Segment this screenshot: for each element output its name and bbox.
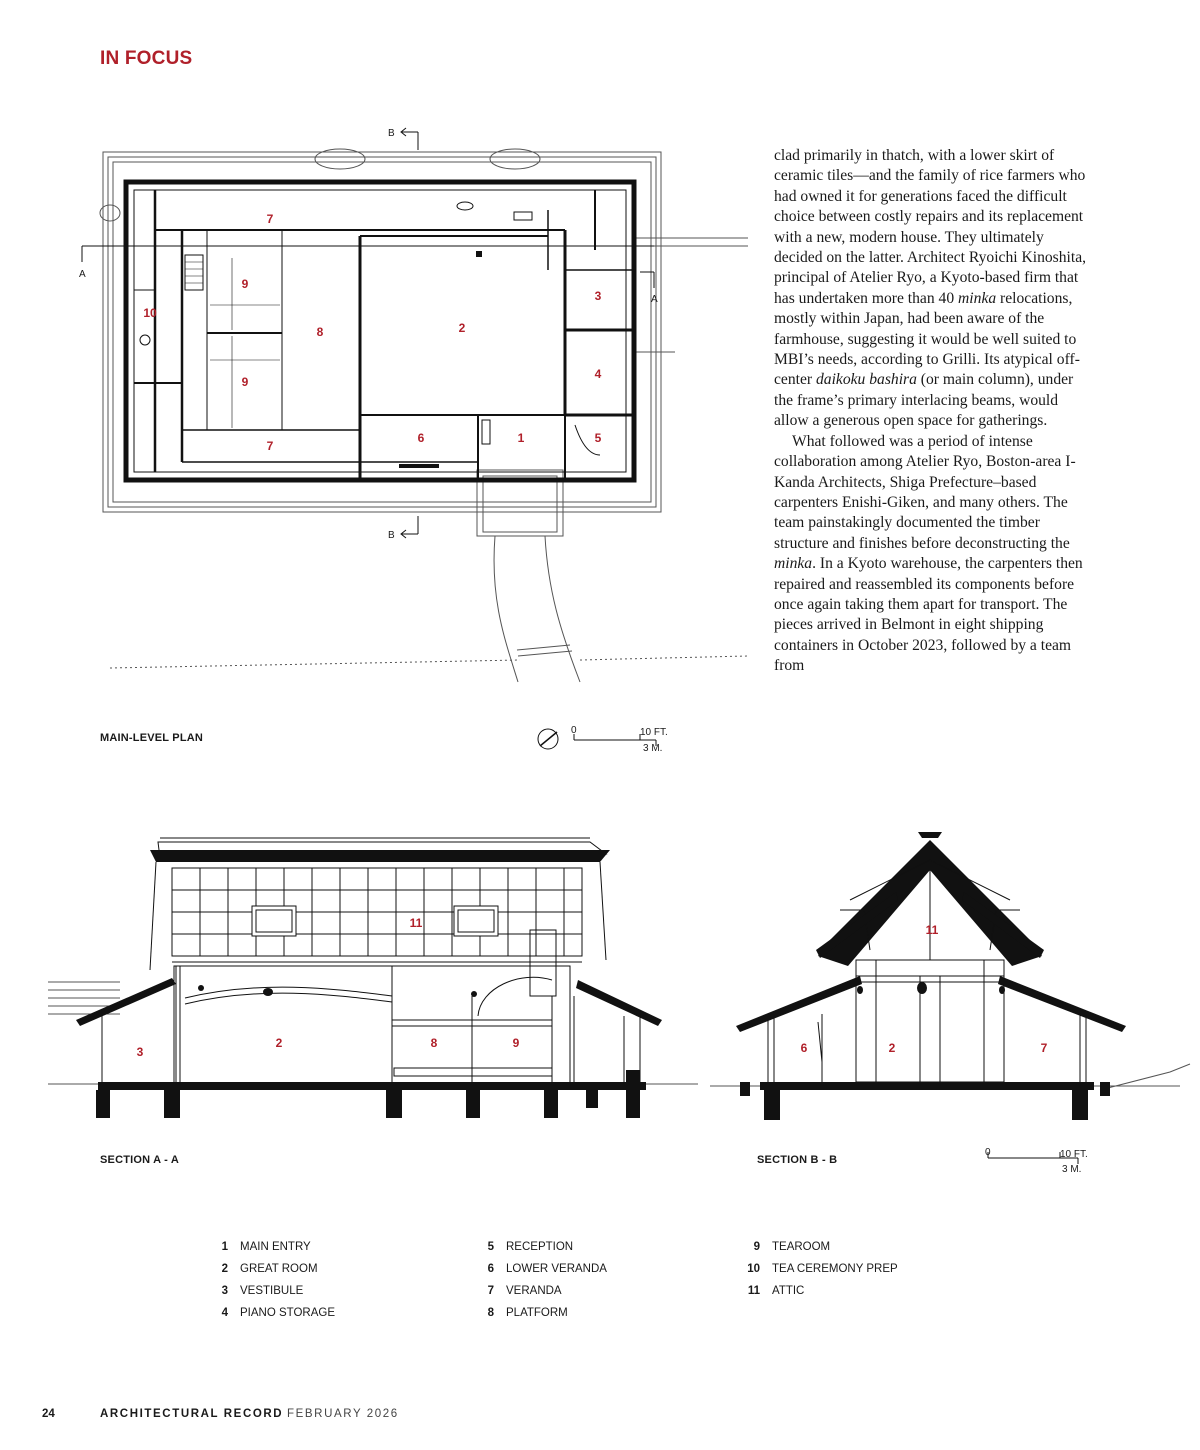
plan-room-label: 10	[143, 306, 157, 320]
section-scale-meters: 3 M.	[1062, 1164, 1082, 1175]
article-paragraph-2: What followed was a period of intense collaboration among Atelier Ryo, Boston-area I-Kanda Architects, Shiga Prefecture–based carpenters Enishi-Giken, and many others. The team painstakingly documented the timber structure and finishes before deconstructing the minka. In a Kyoto warehouse, the carpenters then repaired and reassembled its components before once again taking them apart for transport. The pieces arrived in Belmont in eight shipping containers in October 2023, followed by a team from	[774, 432, 1083, 675]
legend-item	[208, 1302, 335, 1324]
article-body	[774, 146, 1092, 677]
plan-caption: MAIN-LEVEL PLAN	[100, 732, 204, 744]
section-scale-zero: 0	[985, 1147, 991, 1158]
legend-item	[474, 1236, 607, 1258]
legend-label: RECEPTION	[506, 1241, 574, 1253]
section-b-b	[700, 800, 1200, 1160]
main-level-plan	[0, 0, 760, 760]
legend-item	[208, 1280, 335, 1302]
legend-number: 6	[487, 1263, 494, 1275]
legend-number: 2	[221, 1263, 228, 1275]
section-bb-room-label: 2	[888, 1041, 896, 1055]
plan-scale-zero: 0	[571, 725, 577, 736]
legend-item	[474, 1258, 607, 1280]
north-arrow-icon	[538, 729, 558, 749]
legend-label: ATTIC	[772, 1285, 805, 1297]
plan-room-label: 9	[241, 277, 249, 291]
plan-room-label: 2	[458, 321, 466, 335]
section-bb-room-label: 11	[925, 923, 939, 937]
legend-label: TEAROOM	[772, 1241, 831, 1253]
section-aa-room-label: 3	[136, 1045, 144, 1059]
section-aa-room-label: 8	[430, 1036, 438, 1050]
article-paragraph-1: clad primarily in thatch, with a lower skirt of ceramic tiles—and the family of rice farmers who had owned it for generations faced the difficult choice between costly repairs and its replacement with a new, modern house. They ultimately decided on the latter. Architect Ryoichi Kinoshita, principal of Atelier Ryo, a Kyoto-based firm that has undertaken more than 40 minka relocations, mostly within Japan, had been aware of the farmhouse, suggesting it would be well suited to MBI’s needs, according to Grilli. Its atypical off-center daikoku bashira (or main column), under the frame’s primary interlacing beams, would allow a generous open space for gatherings.	[774, 147, 1087, 430]
section-mark-b-south: B	[388, 530, 395, 541]
page-number: 24	[42, 1408, 55, 1420]
section-aa-room-label: 11	[409, 916, 423, 930]
legend-number: 9	[753, 1241, 760, 1253]
legend-label: PIANO STORAGE	[240, 1307, 336, 1319]
legend-label: LOWER VERANDA	[506, 1263, 607, 1275]
section-aa-caption: SECTION A - A	[100, 1154, 179, 1166]
section-bb-room-label: 7	[1040, 1041, 1048, 1055]
section-bb-room-label: 6	[800, 1041, 808, 1055]
plan-room-label: 1	[517, 431, 525, 445]
legend-number: 10	[747, 1263, 760, 1275]
plan-room-label: 8	[316, 325, 324, 339]
plan-scale-feet: 10 FT.	[640, 727, 668, 738]
plan-room-label: 6	[417, 431, 425, 445]
plan-room-label: 9	[241, 375, 249, 389]
legend-label: VESTIBULE	[240, 1285, 304, 1297]
section-mark-a-west: A	[79, 269, 86, 280]
legend-label: PLATFORM	[506, 1307, 568, 1319]
section-mark-b-north: B	[388, 128, 395, 139]
plan-room-label: 4	[594, 367, 602, 381]
legend-number: 8	[487, 1307, 494, 1319]
legend-number: 5	[487, 1241, 494, 1253]
plan-room-label: 7	[266, 212, 274, 226]
legend-number: 11	[747, 1285, 760, 1297]
magazine-name: ARCHITECTURAL RECORD	[100, 1408, 284, 1420]
legend-number: 3	[221, 1285, 228, 1297]
plan-room-label: 7	[266, 439, 274, 453]
legend-label: GREAT ROOM	[240, 1263, 318, 1275]
section-aa-room-label: 9	[512, 1036, 520, 1050]
legend-number: 7	[487, 1285, 494, 1297]
section-scale-feet: 10 FT.	[1060, 1149, 1088, 1160]
legend-label: VERANDA	[506, 1285, 562, 1297]
section-mark-a-east: A	[651, 294, 658, 305]
plan-room-label: 3	[594, 289, 602, 303]
legend-column-1	[208, 1236, 335, 1324]
section-aa-room-label: 2	[275, 1036, 283, 1050]
legend-item	[740, 1258, 898, 1280]
legend-column-3	[740, 1236, 898, 1302]
section-tag: IN FOCUS	[100, 48, 193, 69]
legend-number: 4	[221, 1307, 228, 1319]
legend-label: TEA CEREMONY PREP	[772, 1263, 898, 1275]
legend-label: MAIN ENTRY	[240, 1241, 311, 1253]
legend-number: 1	[221, 1241, 228, 1253]
legend-item	[208, 1258, 335, 1280]
legend-item	[208, 1236, 335, 1258]
section-scale	[980, 1142, 1120, 1182]
issue-date: FEBRUARY 2026	[287, 1408, 399, 1420]
legend-item	[740, 1280, 898, 1302]
legend-item	[474, 1280, 607, 1302]
legend-column-2	[474, 1236, 607, 1324]
legend-item	[740, 1236, 898, 1258]
section-a-a	[0, 820, 700, 1140]
plan-scale-meters: 3 M.	[643, 743, 663, 754]
legend-item	[474, 1302, 607, 1324]
plan-room-label: 5	[594, 431, 602, 445]
section-bb-caption: SECTION B - B	[757, 1154, 838, 1166]
